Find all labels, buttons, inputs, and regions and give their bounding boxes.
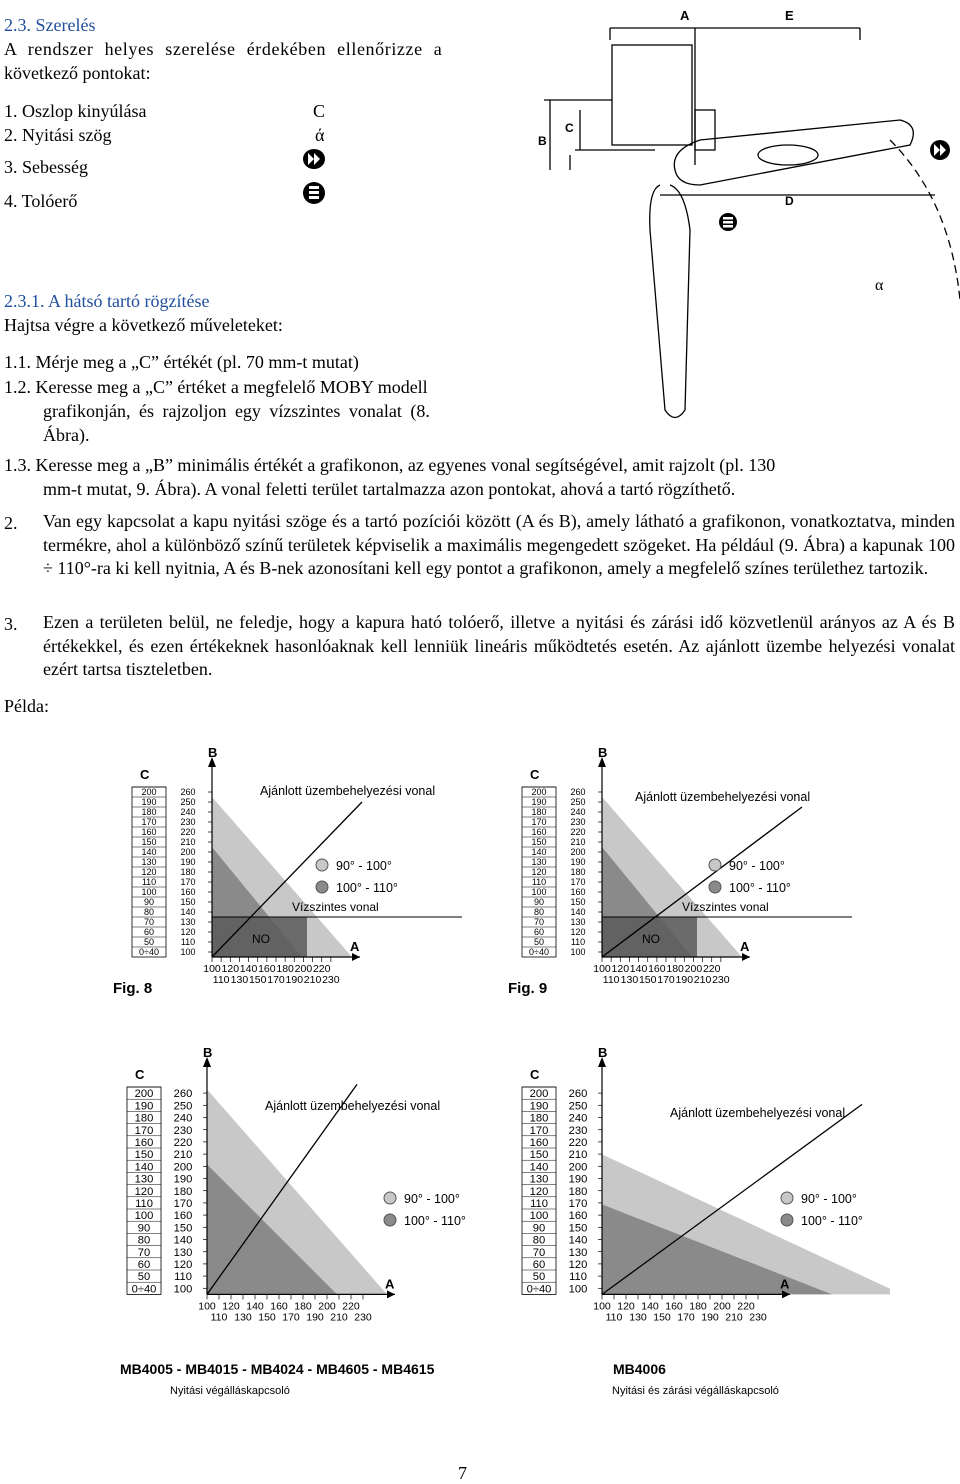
b-tick-label: 230	[180, 817, 196, 827]
b-tick-label: 140	[570, 907, 586, 917]
legend-swatch-100-110	[316, 881, 328, 893]
c-tick-label: 120	[531, 867, 547, 877]
c-tick-label: 180	[531, 807, 547, 817]
a-tick-label: 150	[653, 1311, 671, 1324]
b-tick-label: 100	[180, 947, 196, 957]
a-tick-label: 100	[203, 963, 221, 975]
a-tick-label: 160	[665, 1300, 683, 1313]
subsection-title: 2.3.1. A hátsó tartó rögzítése	[4, 291, 210, 311]
c-tick-label: 0÷40	[529, 947, 549, 957]
c-tick-label: 70	[533, 917, 545, 927]
c-tick-label: 160	[134, 1137, 154, 1149]
a-tick-label: 120	[611, 963, 630, 975]
a-tick-label: 110	[212, 974, 230, 986]
c-tick-label: 50	[533, 937, 545, 947]
a-tick-label: 130	[629, 1311, 647, 1324]
step-1-2-line1: 1.2. Keresse meg a „C” értéket a megfelelő MOBY modell	[4, 377, 428, 397]
c-tick-label: 70	[137, 1246, 151, 1259]
model-caption: MB4005 - MB4015 - MB4024 - MB4605 - MB4615	[120, 1361, 435, 1377]
a-tick-label: 150	[638, 974, 657, 986]
c-tick-label: 200	[134, 1088, 154, 1101]
a-tick-label: 230	[749, 1311, 767, 1324]
c-tick-label: 90	[143, 897, 155, 907]
b-tick-label: 200	[173, 1161, 193, 1174]
example-label: Példa:	[4, 696, 49, 716]
c-tick-label: 120	[134, 1185, 154, 1198]
c-axis-label: C	[530, 767, 540, 782]
c-tick-label: 140	[531, 847, 547, 857]
section-intro-line1: A rendszer helyes szerelése érdekében ellenőrizze a	[4, 39, 443, 59]
c-tick-label: 160	[141, 827, 157, 837]
c-tick-label: 100	[141, 887, 157, 897]
b-tick-label: 160	[180, 887, 196, 897]
a-tick-label: 120	[617, 1300, 635, 1313]
a-tick-label: 200	[713, 1300, 731, 1313]
a-tick-label: 210	[725, 1311, 743, 1324]
diagram-label-C: C	[565, 121, 574, 135]
b-tick-label: 130	[570, 917, 586, 927]
checklist-item: 4. Tolóerő	[4, 191, 78, 211]
b-tick-label: 210	[568, 1149, 588, 1162]
a-tick-label: 130	[230, 974, 249, 986]
a-tick-label: 100	[198, 1300, 216, 1313]
c-tick-label: 80	[532, 1234, 546, 1247]
a-tick-label: 150	[248, 974, 267, 986]
legend-swatch-90-100	[781, 1192, 793, 1204]
b-axis-label: B	[598, 1045, 608, 1060]
b-tick-label: 150	[568, 1222, 588, 1235]
b-tick-label: 220	[570, 827, 586, 837]
c-tick-label: 90	[532, 1222, 546, 1235]
c-tick-label: 120	[141, 867, 157, 877]
model-caption-sub: Nyitási és zárási végálláskapcsoló	[612, 1385, 779, 1397]
paragraph-number: 2.	[4, 513, 18, 533]
chart-fig8	[110, 745, 500, 1005]
b-axis-label: B	[208, 745, 218, 760]
c-tick-label: 150	[531, 837, 547, 847]
paragraph-2: Van egy kapcsolat a kapu nyitási szöge és a tartó pozíciói között (A és B), amely látható a grafikonon, vonatkoztatva, minden termékre, ahol a különböző színű területek képviselik a maximális megengedett szögeket. Ha például (9. Ábra) a kapunak 100 ÷ 110°-ra ki kell nyitnia, A és B-nek azonosítani kell egy pontot a grafikonon, amely a megfelelő színes területhez tartozik.	[43, 511, 955, 578]
c-tick-label: 170	[529, 1124, 549, 1137]
c-tick-label: 90	[137, 1222, 151, 1235]
a-tick-label: 110	[602, 974, 620, 986]
fast-forward-icon	[302, 148, 326, 170]
legend-label: 90° - 100°	[404, 1192, 460, 1206]
c-tick-label: 200	[141, 787, 157, 797]
b-tick-label: 220	[568, 1137, 588, 1149]
c-tick-label: 150	[141, 837, 157, 847]
c-tick-label: 170	[134, 1124, 154, 1137]
legend-label: 90° - 100°	[336, 859, 392, 873]
a-tick-label: 210	[693, 974, 712, 986]
a-tick-label: 100	[593, 1300, 611, 1313]
b-tick-label: 250	[568, 1100, 588, 1113]
subsection-intro: Hajtsa végre a következő műveleteket:	[4, 315, 283, 335]
recommended-line-label: Ajánlott üzembehelyezési vonal	[260, 784, 436, 798]
a-axis-label: A	[350, 939, 360, 954]
b-tick-label: 100	[173, 1283, 193, 1296]
b-tick-label: 240	[570, 807, 586, 817]
b-tick-label: 110	[570, 937, 586, 947]
legend-label: 100° - 110°	[404, 1214, 466, 1228]
c-tick-label: 110	[141, 877, 157, 887]
x-axis-arrow	[352, 953, 360, 961]
a-tick-label: 190	[701, 1311, 719, 1324]
a-tick-label: 120	[222, 1300, 240, 1313]
b-tick-label: 190	[570, 857, 586, 867]
recommended-line-label: Ajánlott üzembehelyezési vonal	[265, 1099, 441, 1113]
b-tick-label: 240	[568, 1112, 588, 1125]
section-title: 2.3. Szerelés	[4, 15, 96, 35]
a-tick-label: 170	[657, 974, 675, 986]
no-label: NO	[252, 932, 270, 946]
b-tick-label: 180	[180, 867, 196, 877]
b-tick-label: 140	[173, 1234, 193, 1247]
b-tick-label: 210	[180, 837, 196, 847]
c-tick-label: 0÷40	[139, 947, 159, 957]
c-tick-label: 200	[529, 1088, 549, 1101]
b-tick-label: 130	[180, 917, 196, 927]
section-intro-line2: következő pontokat:	[4, 63, 151, 83]
a-tick-label: 120	[221, 963, 240, 975]
model-caption-sub: Nyitási végálláskapcsoló	[170, 1385, 290, 1397]
b-tick-label: 170	[570, 877, 586, 887]
b-tick-label: 210	[570, 837, 586, 847]
b-tick-label: 260	[568, 1088, 588, 1101]
c-tick-label: 70	[143, 917, 155, 927]
a-tick-label: 230	[322, 974, 340, 986]
c-tick-label: 150	[529, 1149, 549, 1162]
a-tick-label: 230	[354, 1311, 372, 1324]
b-tick-label: 200	[180, 847, 196, 857]
b-tick-label: 230	[173, 1124, 193, 1137]
a-tick-label: 100	[593, 963, 611, 975]
c-tick-label: 130	[531, 857, 547, 867]
legend-swatch-100-110	[384, 1214, 396, 1226]
b-tick-label: 170	[568, 1198, 588, 1210]
c-tick-label: 170	[141, 817, 157, 827]
b-tick-label: 250	[173, 1100, 193, 1113]
c-tick-label: 120	[529, 1185, 549, 1198]
b-tick-label: 120	[180, 927, 196, 937]
a-tick-label: 140	[629, 963, 648, 975]
a-tick-label: 170	[267, 974, 285, 986]
c-tick-label: 130	[134, 1173, 154, 1186]
a-tick-label: 170	[282, 1311, 300, 1324]
c-axis-label: C	[135, 1067, 145, 1082]
b-tick-label: 230	[570, 817, 586, 827]
x-axis-arrow	[742, 953, 750, 961]
chart-mb4005	[105, 1045, 495, 1345]
no-label: NO	[642, 932, 660, 946]
b-tick-label: 260	[173, 1088, 193, 1101]
c-axis-label: C	[140, 767, 150, 782]
b-tick-label: 140	[568, 1234, 588, 1247]
checklist-item: 2. Nyitási szög	[4, 125, 112, 145]
b-axis-label: B	[598, 745, 608, 760]
c-tick-label: 160	[531, 827, 547, 837]
a-tick-label: 200	[684, 963, 703, 975]
recommended-line-label: Ajánlott üzembehelyezési vonal	[670, 1106, 846, 1120]
legend-swatch-90-100	[709, 859, 721, 871]
installation-diagram	[530, 0, 960, 430]
c-tick-label: 200	[531, 787, 547, 797]
b-tick-label: 170	[180, 877, 196, 887]
b-tick-label: 250	[570, 797, 586, 807]
step-1-2-line3: Ábra).	[43, 425, 90, 445]
horizontal-line-label: Vízszintes vonal	[292, 900, 379, 914]
a-axis-label: A	[740, 939, 750, 954]
c-tick-label: 90	[533, 897, 545, 907]
recommended-line-label: Ajánlott üzembehelyezési vonal	[635, 790, 811, 804]
a-tick-label: 180	[689, 1300, 707, 1313]
a-tick-label: 220	[702, 963, 721, 975]
legend-label: 90° - 100°	[729, 859, 785, 873]
a-tick-label: 140	[246, 1300, 264, 1313]
c-tick-label: 60	[532, 1259, 546, 1271]
diagram-label-E: E	[785, 8, 794, 23]
c-tick-label: 60	[137, 1259, 151, 1271]
a-tick-label: 150	[258, 1311, 276, 1324]
c-tick-label: 60	[533, 927, 545, 937]
c-tick-label: 100	[529, 1210, 549, 1223]
b-axis-label: B	[203, 1045, 213, 1060]
c-tick-label: 180	[141, 807, 157, 817]
b-tick-label: 190	[180, 857, 196, 867]
c-tick-label: 50	[137, 1271, 151, 1284]
a-tick-label: 220	[737, 1300, 755, 1313]
legend-label: 100° - 110°	[729, 881, 791, 895]
b-tick-label: 100	[568, 1283, 588, 1296]
b-tick-label: 180	[568, 1185, 588, 1198]
b-tick-label: 240	[180, 807, 196, 817]
c-tick-label: 50	[532, 1271, 546, 1284]
c-tick-label: 60	[143, 927, 155, 937]
b-tick-label: 260	[180, 787, 196, 797]
b-tick-label: 150	[180, 897, 196, 907]
c-tick-label: 110	[530, 1198, 548, 1210]
a-tick-label: 190	[675, 974, 694, 986]
b-tick-label: 130	[568, 1246, 588, 1259]
diagram-label-D: D	[785, 194, 794, 208]
legend-swatch-100-110	[781, 1214, 793, 1226]
b-tick-label: 160	[570, 887, 586, 897]
checklist-symbol: C	[313, 101, 326, 121]
step-1-3-line1: 1.3. Keresse meg a „B” minimális értékét a grafikonon, az egyenes vonal segítségével, amit rajzolt (pl. 130	[4, 455, 776, 475]
b-tick-label: 120	[173, 1259, 193, 1271]
b-tick-label: 180	[173, 1185, 193, 1198]
c-tick-label: 100	[134, 1210, 154, 1223]
b-tick-label: 150	[173, 1222, 193, 1235]
x-axis-arrow	[387, 1290, 395, 1298]
b-tick-label: 190	[568, 1173, 588, 1186]
c-tick-label: 150	[134, 1149, 154, 1162]
a-tick-label: 160	[258, 963, 276, 975]
a-tick-label: 140	[641, 1300, 659, 1313]
b-tick-label: 220	[173, 1137, 193, 1149]
horizontal-line-label: Vízszintes vonal	[682, 900, 769, 914]
checklist-item: 3. Sebesség	[4, 157, 88, 177]
a-axis-label: A	[385, 1276, 395, 1292]
c-tick-label: 190	[141, 797, 157, 807]
b-tick-label: 240	[173, 1112, 193, 1125]
c-tick-label: 170	[531, 817, 547, 827]
b-tick-label: 110	[180, 937, 196, 947]
a-tick-label: 180	[276, 963, 294, 975]
b-tick-label: 140	[180, 907, 196, 917]
diagram-label-A: A	[680, 8, 690, 23]
c-tick-label: 50	[143, 937, 155, 947]
paragraph-3: Ezen a területen belül, ne feledje, hogy a kapura ható tolóerő, illetve a nyitási és zárási idő közvetlenül arányos az A és B értékekkel, és ezen értékeknek hasonlóaknak kell lenniük lineáris működtetés esetén. Az ajánlott üzembe helyezési vonalat ezért tartsa tiszteletben.	[43, 612, 955, 679]
a-tick-label: 160	[648, 963, 666, 975]
b-tick-label: 130	[173, 1246, 193, 1259]
b-tick-label: 160	[173, 1210, 193, 1223]
a-tick-label: 130	[620, 974, 639, 986]
step-1-3-line2: mm-t mutat, 9. Ábra). A vonal feletti terület tartalmazza azon pontokat, ahová a tartó rögzíthető.	[43, 479, 736, 499]
model-caption: MB4006	[613, 1361, 666, 1377]
c-tick-label: 180	[529, 1112, 549, 1125]
a-tick-label: 110	[605, 1311, 623, 1324]
c-tick-label: 140	[529, 1161, 549, 1174]
c-tick-label: 130	[141, 857, 157, 867]
c-tick-label: 160	[529, 1137, 549, 1149]
c-tick-label: 110	[135, 1198, 153, 1210]
b-tick-label: 170	[173, 1198, 193, 1210]
c-tick-label: 100	[531, 887, 547, 897]
chart-fig9	[500, 745, 890, 1005]
legend-swatch-90-100	[316, 859, 328, 871]
checklist-symbol: ά	[315, 125, 325, 145]
step-1-1: 1.1. Mérje meg a „C” értékét (pl. 70 mm-t mutat)	[4, 352, 359, 372]
a-tick-label: 230	[712, 974, 730, 986]
paragraph-number: 3.	[4, 614, 18, 634]
a-tick-label: 180	[666, 963, 684, 975]
c-tick-label: 80	[533, 907, 545, 917]
a-tick-label: 210	[303, 974, 322, 986]
b-tick-label: 200	[570, 847, 586, 857]
a-tick-label: 130	[234, 1311, 252, 1324]
step-1-2-line2: grafikonján, és rajzoljon egy vízszintes vonalat (8.	[43, 401, 430, 421]
figure-caption: Fig. 9	[508, 980, 548, 997]
b-tick-label: 200	[568, 1161, 588, 1174]
a-tick-label: 160	[270, 1300, 288, 1313]
a-tick-label: 170	[677, 1311, 695, 1324]
c-tick-label: 0÷40	[131, 1283, 157, 1296]
page-number: 7	[458, 1463, 467, 1483]
chart-mb4006	[500, 1045, 890, 1345]
a-tick-label: 110	[210, 1311, 228, 1324]
c-tick-label: 80	[137, 1234, 151, 1247]
a-tick-label: 220	[312, 963, 331, 975]
c-tick-label: 190	[529, 1100, 549, 1113]
c-tick-label: 110	[531, 877, 547, 887]
a-tick-label: 140	[239, 963, 258, 975]
b-tick-label: 250	[180, 797, 196, 807]
diagram-label-B: B	[538, 134, 547, 148]
a-tick-label: 190	[285, 974, 304, 986]
force-icon	[302, 181, 326, 205]
c-tick-label: 70	[532, 1246, 546, 1259]
c-tick-label: 0÷40	[526, 1283, 552, 1296]
a-tick-label: 200	[318, 1300, 336, 1313]
c-tick-label: 80	[143, 907, 155, 917]
legend-label: 90° - 100°	[801, 1192, 857, 1206]
legend-label: 100° - 110°	[336, 881, 398, 895]
b-tick-label: 120	[568, 1259, 588, 1271]
b-tick-label: 160	[568, 1210, 588, 1223]
c-tick-label: 190	[531, 797, 547, 807]
legend-swatch-90-100	[384, 1192, 396, 1204]
a-tick-label: 180	[294, 1300, 312, 1313]
legend-swatch-100-110	[709, 881, 721, 893]
c-tick-label: 190	[134, 1100, 154, 1113]
b-tick-label: 190	[173, 1173, 193, 1186]
b-tick-label: 180	[570, 867, 586, 877]
c-tick-label: 130	[529, 1173, 549, 1186]
b-tick-label: 220	[180, 827, 196, 837]
b-tick-label: 150	[570, 897, 586, 907]
b-tick-label: 210	[173, 1149, 193, 1162]
c-tick-label: 140	[141, 847, 157, 857]
a-tick-label: 210	[330, 1311, 348, 1324]
b-tick-label: 230	[568, 1124, 588, 1137]
c-tick-label: 180	[134, 1112, 154, 1125]
diagram-label-alpha: α	[875, 277, 884, 294]
b-tick-label: 110	[569, 1271, 587, 1284]
b-tick-label: 100	[570, 947, 586, 957]
a-tick-label: 190	[306, 1311, 324, 1324]
a-tick-label: 200	[294, 963, 313, 975]
b-tick-label: 260	[570, 787, 586, 797]
checklist-item: 1. Oszlop kinyúlása	[4, 101, 147, 121]
b-tick-label: 110	[174, 1271, 192, 1284]
c-tick-label: 140	[134, 1161, 154, 1174]
b-tick-label: 120	[570, 927, 586, 937]
a-tick-label: 220	[342, 1300, 360, 1313]
figure-caption: Fig. 8	[113, 980, 153, 997]
a-axis-label: A	[780, 1276, 790, 1292]
c-axis-label: C	[530, 1067, 540, 1082]
legend-label: 100° - 110°	[801, 1214, 863, 1228]
